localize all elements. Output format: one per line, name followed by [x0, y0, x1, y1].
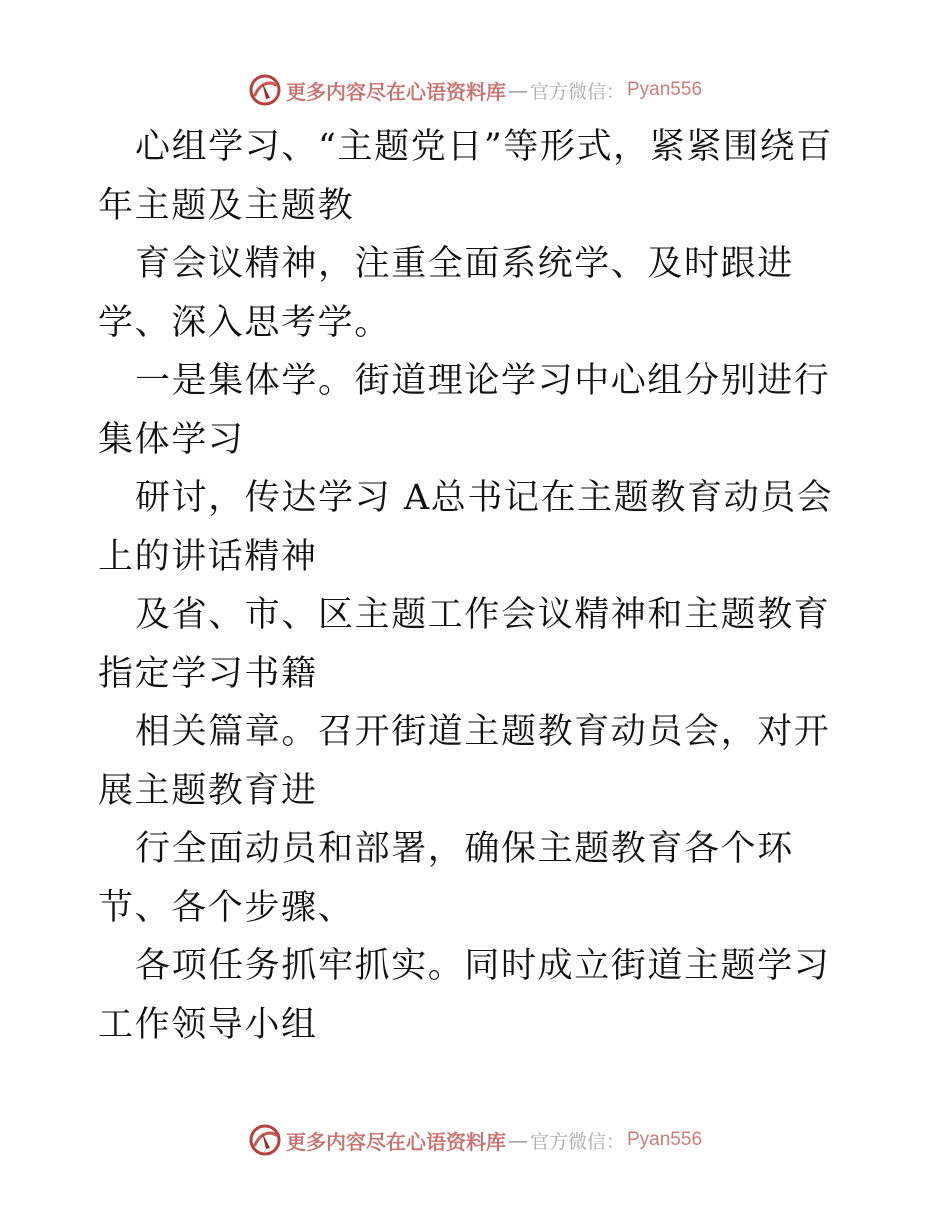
paragraph: 育会议精神，注重全面系统学、及时跟进学、深入思考学。 [98, 244, 794, 343]
paragraph: 及省、市、区主题工作会议精神和主题教育指定学习书籍 [98, 595, 831, 694]
footer-watermark [0, 1120, 950, 1160]
paragraph: 相关篇章。召开街道主题教育动员会，对开展主题教育进 [98, 712, 831, 811]
document-body [98, 118, 858, 1054]
header-watermark [0, 70, 950, 110]
paragraph: 心组学习、“主题党日”等形式，紧紧围绕百年主题及主题教 [98, 127, 833, 226]
header-wechat-id: Pyan556 [627, 79, 703, 100]
footer-wechat-id: Pyan556 [627, 1129, 703, 1150]
paragraph: 各项任务抓牢抓实。同时成立街道主题学习工作领导小组 [98, 946, 831, 1045]
header-sub-text: 官方微信： [529, 80, 625, 103]
footer-main-text: 更多内容尽在心语资料库 [285, 1129, 506, 1154]
paragraph: 一是集体学。街道理论学习中心组分别进行集体学习 [98, 361, 831, 460]
logo-icon [248, 73, 282, 107]
logo-icon [248, 1123, 282, 1157]
paragraph: 研讨，传达学习 A总书记在主题教育动员会上的讲话精神 [98, 478, 834, 577]
header-dash: — [507, 78, 528, 102]
paragraph: 行全面动员和部署，确保主题教育各个环节、各个步骤、 [98, 829, 794, 928]
header-main-text: 更多内容尽在心语资料库 [285, 79, 506, 104]
footer-dash: — [507, 1128, 528, 1152]
footer-sub-text: 官方微信： [529, 1130, 625, 1153]
